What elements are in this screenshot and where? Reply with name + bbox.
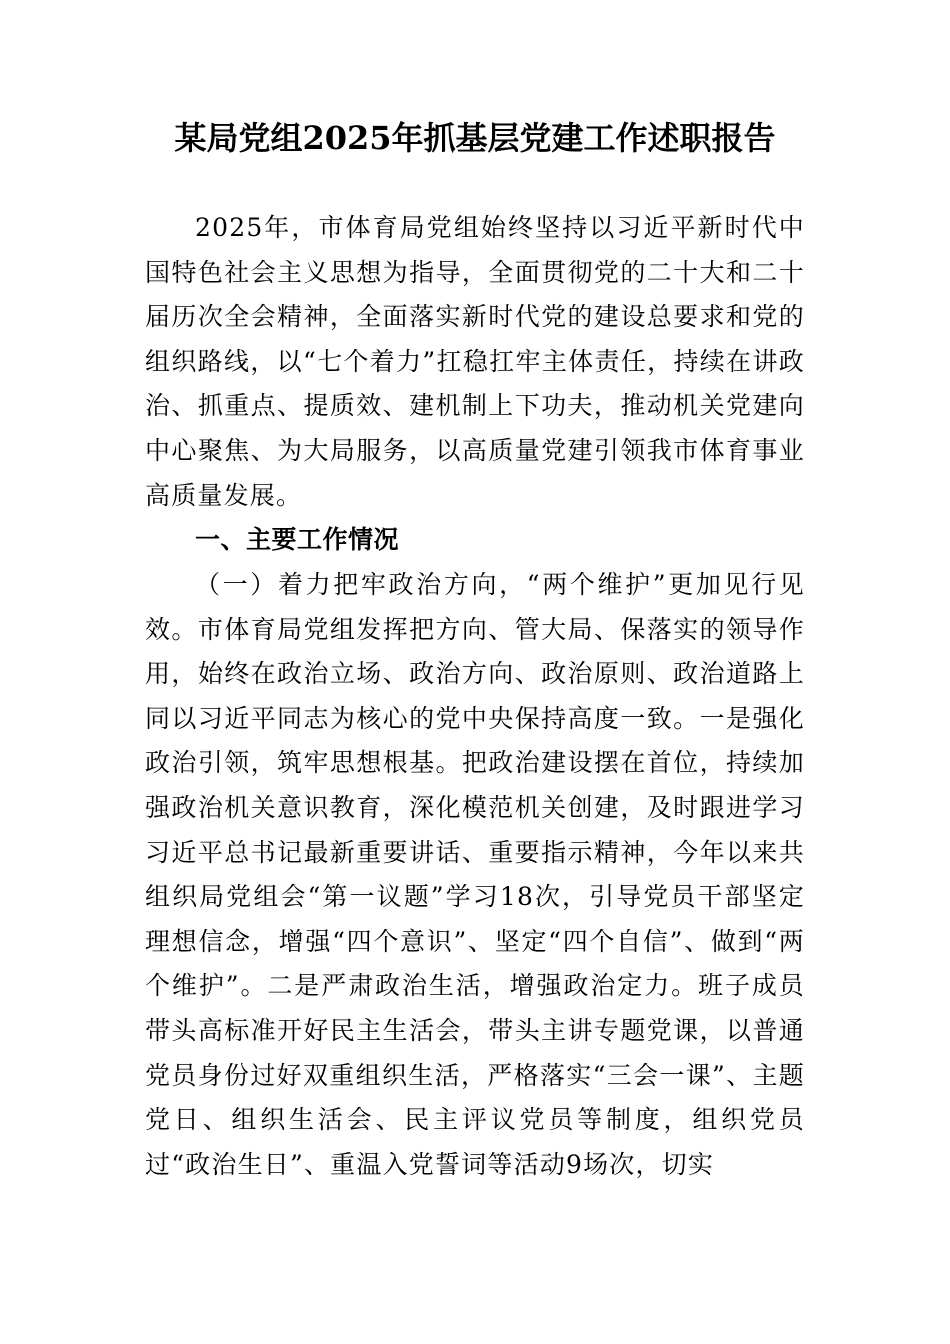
document-title: 某局党组2025年抓基层党建工作述职报告 [174, 119, 776, 157]
intro-paragraph-block [145, 206, 805, 518]
intro-paragraph: 2025年，市体育局党组始终坚持以习近平新时代中国特色社会主义思想为指导，全面贯彻党的二十大和二十届历次全会精神，全面落实新时代党的建设总要求和党的组织路线，以“七个着力”扛稳扛牢主体责任，持续在讲政治、抓重点、提质效、建机制上下功夫，推动机关党建向中心聚焦、为大局服务，以高质量党建引领我市体育事业高质量发展。 [145, 213, 805, 510]
section-heading-block [145, 518, 805, 563]
section-paragraph-block [145, 563, 805, 1187]
section-paragraph: （一）着力把牢政治方向，“两个维护”更加见行见效。市体育局党组发挥把方向、管大局、保落实的领导作用，始终在政治立场、政治方向、政治原则、政治道路上同以习近平同志为核心的党中央保持高度一致。一是强化政治引领，筑牢思想根基。把政治建设摆在首位，持续加强政治机关意识教育，深化模范机关创建，及时跟进学习习近平总书记最新重要讲话、重要指示精神，今年以来共组织局党组会“第一议题”学习18次，引导党员干部坚定理想信念，增强“四个意识”、坚定“四个自信”、做到“两个维护”。二是严肃政治生活，增强政治定力。班子成员带头高标准开好民主生活会，带头主讲专题党课，以普通党员身份过好双重组织生活，严格落实“三会一课”、主题党日、组织生活会、民主评议党员等制度，组织党员过“政治生日”、重温入党誓词等活动9场次，切实 [145, 570, 805, 1179]
section-heading: 一、主要工作情况 [195, 525, 400, 554]
